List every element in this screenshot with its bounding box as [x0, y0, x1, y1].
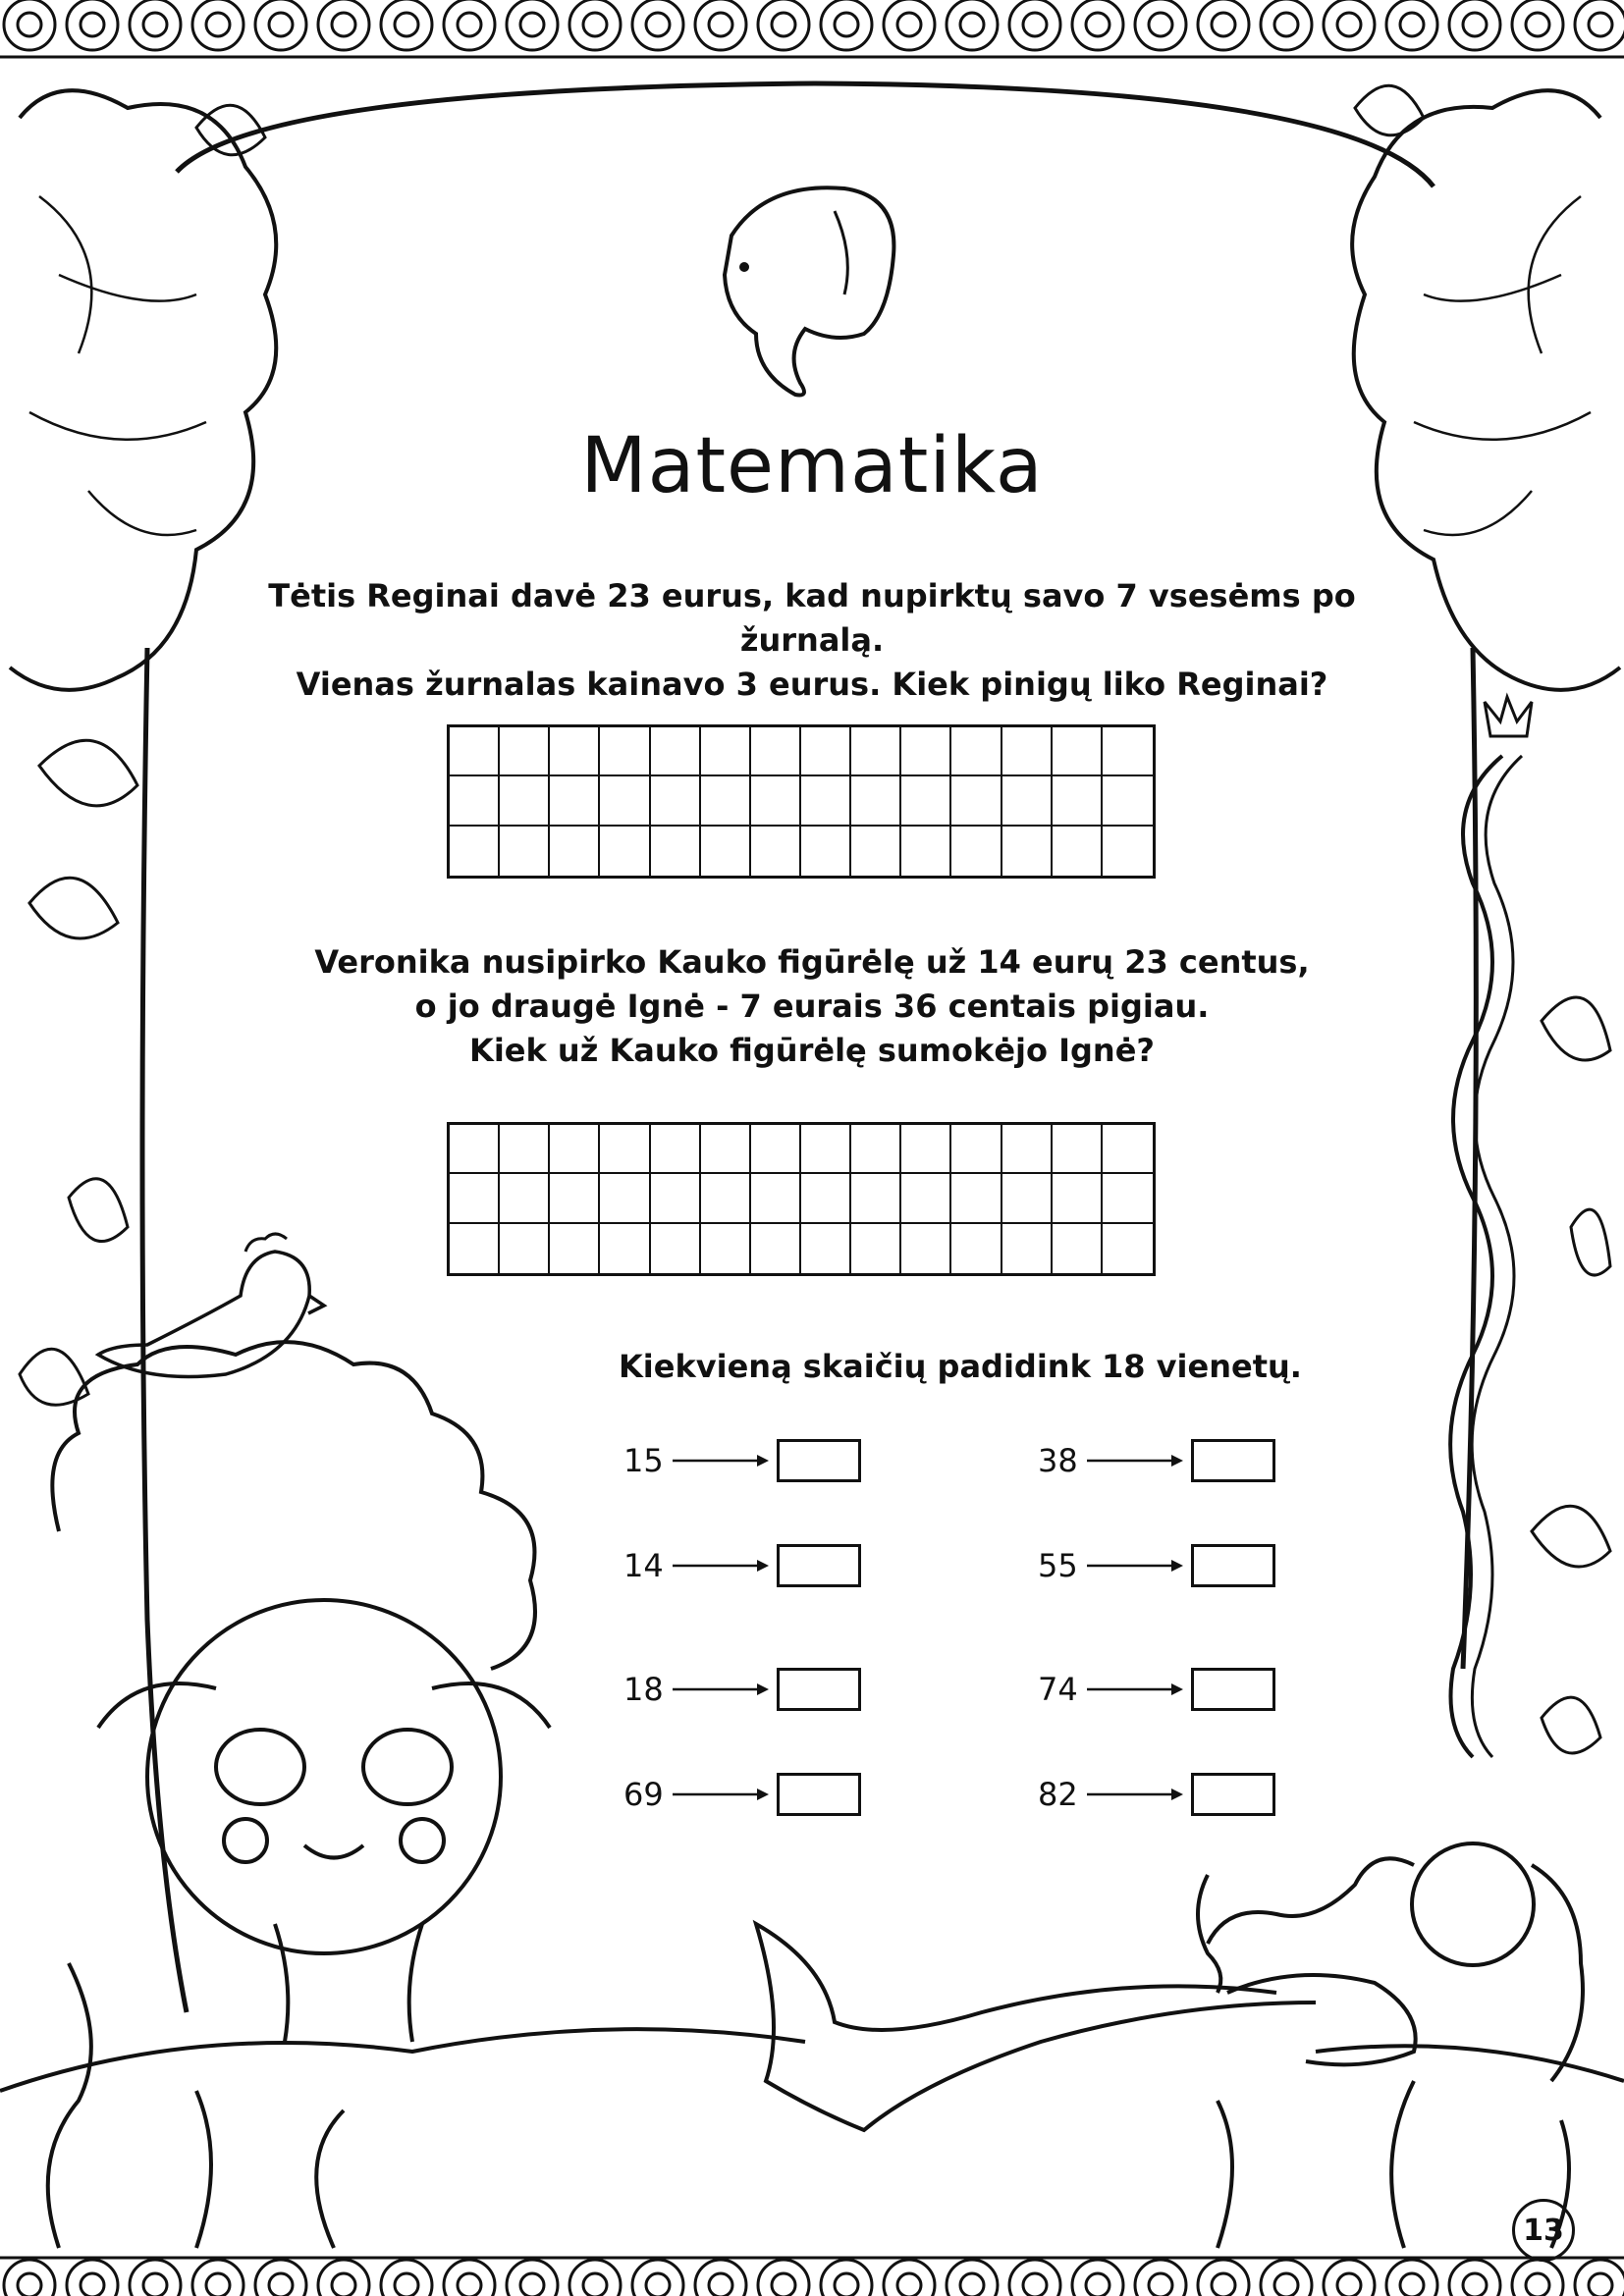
start-number: 74	[1038, 1671, 1078, 1708]
grid-cell[interactable]	[450, 1125, 500, 1174]
ornament-circle	[947, 2260, 998, 2296]
grid-cell[interactable]	[1103, 776, 1153, 826]
ornament-inner-circle	[395, 13, 418, 36]
grid-cell[interactable]	[450, 1224, 500, 1273]
grid-cell[interactable]	[500, 827, 550, 876]
ornament-inner-circle	[1526, 2273, 1549, 2296]
ornament-circle	[1009, 0, 1060, 50]
ornament-circle	[1009, 2260, 1060, 2296]
grid-cell[interactable]	[951, 1174, 1001, 1223]
start-number: 38	[1038, 1442, 1078, 1479]
ornament-inner-circle	[18, 2273, 41, 2296]
ornament-inner-circle	[1212, 13, 1235, 36]
mermaid-figure	[756, 1843, 1583, 2130]
arrow-right-icon	[1087, 1451, 1185, 1470]
arrow-right-icon	[673, 1680, 771, 1699]
increase-row-left-4	[623, 1772, 861, 1817]
grid-cell[interactable]	[651, 1224, 701, 1273]
task-2-text	[196, 940, 1428, 1073]
ornament-inner-circle	[18, 13, 41, 36]
ornament-circle	[1072, 2260, 1123, 2296]
grid-cell[interactable]	[851, 1174, 901, 1223]
grid-cell[interactable]	[1103, 1224, 1153, 1273]
arrow-right-icon	[673, 1556, 771, 1575]
ornament-circle	[1261, 0, 1312, 50]
ornament-circle	[318, 0, 369, 50]
grid-cell[interactable]	[851, 827, 901, 876]
ornament-circle	[444, 0, 495, 50]
ornament-circle	[569, 0, 621, 50]
task-2-line-1: Veronika nusipirko Kauko figūrėlę už 14 eurų 23 centus,	[314, 943, 1310, 981]
grid-cell[interactable]	[450, 1174, 500, 1223]
ornament-circle	[1449, 2260, 1500, 2296]
answer-box[interactable]	[1191, 1439, 1275, 1482]
answer-box[interactable]	[777, 1773, 861, 1816]
ornament-circle	[381, 2260, 432, 2296]
grid-cell[interactable]	[751, 727, 801, 776]
grid-cell[interactable]	[1053, 1174, 1103, 1223]
ornament-inner-circle	[1274, 13, 1298, 36]
start-number: 55	[1038, 1547, 1078, 1584]
ornament-circle	[67, 0, 118, 50]
grid-cell[interactable]	[1053, 827, 1103, 876]
grid-cell[interactable]	[550, 1125, 600, 1174]
page-number: 13	[1512, 2199, 1575, 2262]
crown-icon	[1485, 697, 1532, 736]
kaukas-figure	[52, 1342, 550, 2042]
grid-cell[interactable]	[500, 1125, 550, 1174]
elephant-icon	[725, 187, 893, 395]
grid-cell[interactable]	[851, 1224, 901, 1273]
ornament-inner-circle	[1212, 2273, 1235, 2296]
task-2-line-2: o jo draugė Ignė - 7 eurais 36 centais pigiau.	[414, 988, 1210, 1025]
ornament-circle	[632, 0, 683, 50]
ornament-circle	[4, 2260, 55, 2296]
grid-cell[interactable]	[550, 1224, 600, 1273]
grid-cell[interactable]	[701, 1125, 751, 1174]
ornament-circle	[255, 0, 306, 50]
increase-row-right-4	[1038, 1772, 1275, 1817]
ornament-circle	[1135, 2260, 1186, 2296]
ornament-circle	[821, 0, 872, 50]
ornament-inner-circle	[1086, 13, 1110, 36]
grid-cell[interactable]	[651, 827, 701, 876]
arrow-right-icon	[673, 1451, 771, 1470]
grid-cell[interactable]	[600, 1125, 650, 1174]
answer-box[interactable]	[777, 1668, 861, 1711]
increase-row-left-2	[623, 1543, 861, 1588]
ornament-circle	[507, 0, 558, 50]
grid-cell[interactable]	[1053, 1125, 1103, 1174]
grid-cell[interactable]	[751, 1174, 801, 1223]
increase-row-right-2	[1038, 1543, 1275, 1588]
increase-row-left-3	[623, 1667, 861, 1712]
ornament-inner-circle	[143, 13, 167, 36]
grid-cell[interactable]	[751, 776, 801, 826]
grid-cell[interactable]	[1002, 827, 1053, 876]
ornament-inner-circle	[1337, 2273, 1361, 2296]
ornament-inner-circle	[520, 13, 544, 36]
grid-cell[interactable]	[450, 827, 500, 876]
grid-cell[interactable]	[550, 1174, 600, 1223]
grid-cell[interactable]	[951, 727, 1001, 776]
grid-cell[interactable]	[951, 827, 1001, 876]
ornament-circle	[130, 0, 181, 50]
ornament-circle	[695, 2260, 746, 2296]
grid-cell[interactable]	[1002, 1174, 1053, 1223]
ornament-inner-circle	[143, 2273, 167, 2296]
answer-box[interactable]	[777, 1439, 861, 1482]
grid-cell[interactable]	[901, 776, 951, 826]
page-title: Matematika	[580, 422, 1044, 510]
grid-cell[interactable]	[751, 1125, 801, 1174]
ornament-circle	[1261, 2260, 1312, 2296]
grid-cell[interactable]	[1103, 1174, 1153, 1223]
ornament-inner-circle	[458, 13, 481, 36]
ornament-inner-circle	[1337, 13, 1361, 36]
grid-cell[interactable]	[500, 1224, 550, 1273]
start-number: 14	[623, 1547, 664, 1584]
grid-cell[interactable]	[550, 727, 600, 776]
grid-cell[interactable]	[1053, 1224, 1103, 1273]
ornament-inner-circle	[709, 13, 732, 36]
ornament-inner-circle	[1274, 2273, 1298, 2296]
grid-cell[interactable]	[600, 827, 650, 876]
grid-cell[interactable]	[751, 827, 801, 876]
ornament-inner-circle	[772, 13, 795, 36]
ornament-inner-circle	[81, 13, 104, 36]
grid-cell[interactable]	[1103, 1125, 1153, 1174]
grid-cell[interactable]	[1053, 776, 1103, 826]
ornament-inner-circle	[332, 2273, 355, 2296]
start-number: 82	[1038, 1776, 1078, 1813]
grid-cell[interactable]	[801, 1224, 851, 1273]
ornament-circle	[884, 0, 935, 50]
grid-cell[interactable]	[651, 776, 701, 826]
grid-cell[interactable]	[901, 1224, 951, 1273]
ornament-inner-circle	[1149, 13, 1172, 36]
task-2-line-3: Kiek už Kauko figūrėlę sumokėjo Ignė?	[469, 1032, 1155, 1069]
ornament-inner-circle	[1463, 13, 1487, 36]
ornament-inner-circle	[458, 2273, 481, 2296]
ornament-inner-circle	[1023, 13, 1047, 36]
ornament-circle	[569, 2260, 621, 2296]
ornament-inner-circle	[835, 13, 858, 36]
start-number: 15	[623, 1442, 664, 1479]
ornament-circle	[1449, 0, 1500, 50]
ornament-inner-circle	[897, 2273, 921, 2296]
grid-cell[interactable]	[450, 727, 500, 776]
answer-box[interactable]	[1191, 1773, 1275, 1816]
grid-cell[interactable]	[801, 727, 851, 776]
ornament-circle	[192, 2260, 244, 2296]
grid-cell[interactable]	[951, 1224, 1001, 1273]
grid-cell[interactable]	[500, 1174, 550, 1223]
grid-cell[interactable]	[951, 1125, 1001, 1174]
grid-cell[interactable]	[801, 776, 851, 826]
ornament-circle	[1072, 0, 1123, 50]
ornament-circle	[444, 2260, 495, 2296]
answer-box[interactable]	[777, 1544, 861, 1587]
ornament-circle	[381, 0, 432, 50]
ornament-inner-circle	[1400, 2273, 1424, 2296]
ornament-inner-circle	[897, 13, 921, 36]
ornament-circle	[821, 2260, 872, 2296]
ornament-circle	[758, 2260, 809, 2296]
ornament-circle	[1512, 2260, 1563, 2296]
ornament-circle	[255, 2260, 306, 2296]
grid-cell[interactable]	[851, 727, 901, 776]
ornament-inner-circle	[709, 2273, 732, 2296]
ornament-inner-circle	[835, 2273, 858, 2296]
ornament-circle	[1324, 2260, 1375, 2296]
grid-cell[interactable]	[751, 1224, 801, 1273]
grid-cell[interactable]	[1103, 827, 1153, 876]
ornament-inner-circle	[206, 13, 230, 36]
grid-cell[interactable]	[450, 776, 500, 826]
ornament-inner-circle	[395, 2273, 418, 2296]
grid-cell[interactable]	[701, 776, 751, 826]
grid-cell[interactable]	[851, 776, 901, 826]
task-1-line-2: Vienas žurnalas kainavo 3 eurus. Kiek pinigų liko Reginai?	[296, 666, 1328, 703]
grid-cell[interactable]	[701, 727, 751, 776]
arrow-right-icon	[1087, 1785, 1185, 1804]
ornament-circle	[507, 2260, 558, 2296]
ornament-circle	[1575, 0, 1624, 50]
ornament-inner-circle	[1589, 13, 1612, 36]
ornament-circle	[1512, 0, 1563, 50]
grid-cell[interactable]	[701, 1174, 751, 1223]
grid-cell[interactable]	[550, 776, 600, 826]
ornament-inner-circle	[1400, 13, 1424, 36]
ornament-inner-circle	[269, 13, 293, 36]
increase-row-right-3	[1038, 1667, 1275, 1712]
ornament-circle	[947, 0, 998, 50]
ornament-circle	[1135, 0, 1186, 50]
ornament-inner-circle	[1023, 2273, 1047, 2296]
grid-cell[interactable]	[1002, 1224, 1053, 1273]
grid-cell[interactable]	[500, 776, 550, 826]
grid-cell[interactable]	[801, 1125, 851, 1174]
ornament-circle	[130, 2260, 181, 2296]
ornament-circle	[1198, 0, 1249, 50]
ornament-circle	[1198, 2260, 1249, 2296]
ornament-inner-circle	[646, 13, 670, 36]
task-3-instruction: Kiekvieną skaičių padidink 18 vienetų.	[619, 1348, 1302, 1385]
grid-cell[interactable]	[1103, 727, 1153, 776]
ornament-inner-circle	[206, 2273, 230, 2296]
ornament-inner-circle	[1589, 2273, 1612, 2296]
ornament-circle	[67, 2260, 118, 2296]
ornament-inner-circle	[960, 2273, 984, 2296]
grid-cell[interactable]	[500, 727, 550, 776]
ornament-inner-circle	[332, 13, 355, 36]
ornament-inner-circle	[960, 13, 984, 36]
ornament-circle	[758, 0, 809, 50]
increase-row-right-1	[1038, 1438, 1275, 1483]
grid-cell[interactable]	[901, 1125, 951, 1174]
ornament-inner-circle	[583, 2273, 607, 2296]
task-1-line-1: Tėtis Reginai davė 23 eurus, kad nupirktų savo 7 vsesėms po žurnalą.	[268, 577, 1356, 659]
ornament-inner-circle	[520, 2273, 544, 2296]
answer-box[interactable]	[1191, 1544, 1275, 1587]
answer-grid-2[interactable]	[447, 1122, 1156, 1276]
answer-box[interactable]	[1191, 1668, 1275, 1711]
grid-cell[interactable]	[600, 727, 650, 776]
start-number: 69	[623, 1776, 664, 1813]
grid-cell[interactable]	[951, 776, 1001, 826]
ornament-circle	[884, 2260, 935, 2296]
grid-cell[interactable]	[550, 827, 600, 876]
grid-cell[interactable]	[701, 827, 751, 876]
grid-cell[interactable]	[901, 727, 951, 776]
ornament-inner-circle	[772, 2273, 795, 2296]
arrow-right-icon	[1087, 1556, 1185, 1575]
grid-cell[interactable]	[901, 827, 951, 876]
grid-cell[interactable]	[600, 1174, 650, 1223]
grid-cell[interactable]	[801, 827, 851, 876]
ornament-inner-circle	[1149, 2273, 1172, 2296]
ornament-circle	[1575, 2260, 1624, 2296]
grid-cell[interactable]	[651, 1174, 701, 1223]
ornament-inner-circle	[646, 2273, 670, 2296]
ornament-circle	[632, 2260, 683, 2296]
grid-cell[interactable]	[600, 776, 650, 826]
grid-cell[interactable]	[801, 1174, 851, 1223]
grid-cell[interactable]	[901, 1174, 951, 1223]
grid-cell[interactable]	[851, 1125, 901, 1174]
ornament-circle	[318, 2260, 369, 2296]
grid-cell[interactable]	[1002, 727, 1053, 776]
ornament-circle	[4, 0, 55, 50]
grid-cell[interactable]	[651, 727, 701, 776]
start-number: 18	[623, 1671, 664, 1708]
grid-cell[interactable]	[701, 1224, 751, 1273]
ornament-inner-circle	[1086, 2273, 1110, 2296]
increase-row-left-1	[623, 1438, 861, 1483]
ornament-inner-circle	[1463, 2273, 1487, 2296]
ornament-circle	[1386, 2260, 1437, 2296]
ornament-circle	[1386, 0, 1437, 50]
grid-cell[interactable]	[651, 1125, 701, 1174]
arrow-right-icon	[1087, 1680, 1185, 1699]
ornament-inner-circle	[583, 13, 607, 36]
task-1-text	[196, 574, 1428, 707]
grid-cell[interactable]	[1002, 776, 1053, 826]
ornament-inner-circle	[1526, 13, 1549, 36]
bird-icon	[98, 1234, 324, 1377]
answer-grid-1[interactable]	[447, 724, 1156, 879]
grid-cell[interactable]	[1002, 1125, 1053, 1174]
ornament-inner-circle	[81, 2273, 104, 2296]
grid-cell[interactable]	[600, 1224, 650, 1273]
grid-cell[interactable]	[1053, 727, 1103, 776]
ornament-circle	[695, 0, 746, 50]
ornament-circle	[192, 0, 244, 50]
arrow-right-icon	[673, 1785, 771, 1804]
ornament-circle	[1324, 0, 1375, 50]
ornament-inner-circle	[269, 2273, 293, 2296]
